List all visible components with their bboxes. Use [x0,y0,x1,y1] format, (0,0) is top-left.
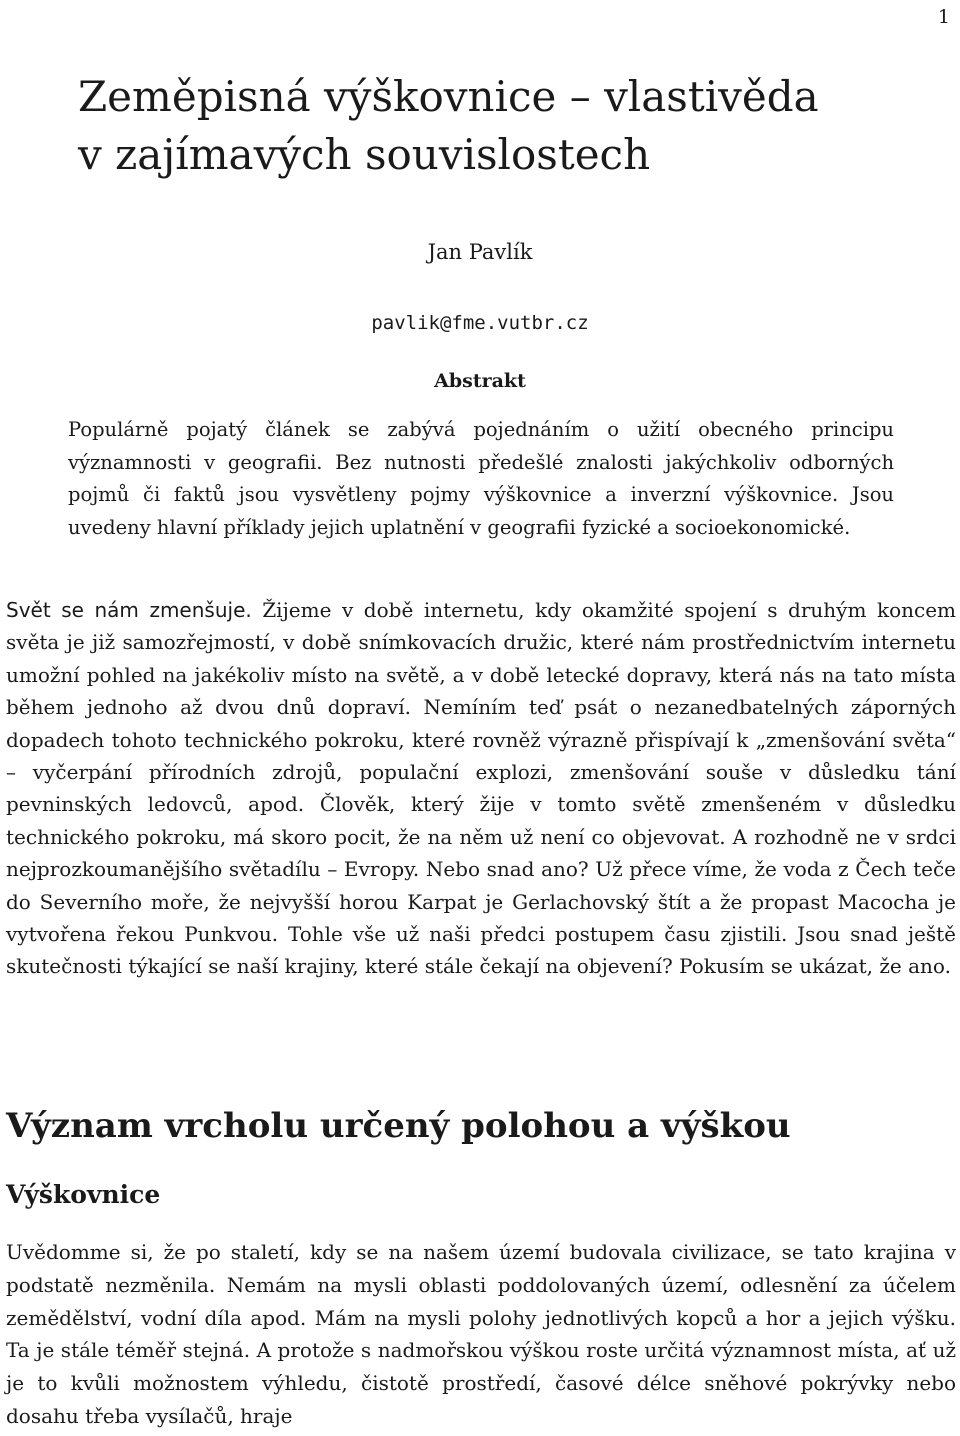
abstract-heading: Abstrakt [434,370,526,392]
intro-text: Žijeme v době internetu, kdy okamžité spojení s druhým koncem světa je již samozřejmostí, v době snímkovacích družic, které nám prostřednictvím internetu umožní pohled na jakékoliv místo na světě, a v době letecké dopravy, která nás na tato místa během jednoho až dvou dnů dopraví. Nemíním teď psát o nezanedbatelných záporných dopadech tohoto technického pokroku, které rovněž výrazně přispívají k „zmenšování světa“ – vyčerpání přírodních zdrojů, populační explozi, zmenšování souše v důsledku tání pevninských ledovců, apod. Člověk, který žije v tomto světě zmenšeném v důsledku technického pokroku, má skoro pocit, že na něm už není co objevovat. A rozhodně ne v srdci nejprozkoumanějšího světadílu – Evropy. Nebo snad ano? Už přece víme, že voda z Čech teče do Severního moře, že nejvyšší horou Karpat je Gerlachovský štít a že propast Macocha je vytvořena řekou Punkvou. Tohle vše už naši předci postupem času zjistili. Jsou snad ještě skutečnosti týkající se naší krajiny, které stále čekají na objevení? Pokusím se ukázat, že ano. [6,598,956,979]
section-heading: Význam vrcholu určený polohou a výškou [6,1106,791,1146]
page-number: 1 [937,6,950,28]
title-line-2: v zajímavých souvislostech [78,130,651,179]
author-email: pavlik@fme.vutbr.cz [371,312,589,334]
section-paragraph: Uvědomme si, že po staletí, kdy se na našem území budovala civilizace, se tato krajina v podstatě nezměnila. Nemám na mysli oblasti poddolovaných území, odlesnění za účelem zemědělství, vodní díla apod. Mám na mysli polohy jednotlivých kopců a hor a jejich výšku. Ta je stále téměř stejná. A protože s nadmořskou výškou roste určitá významnost místa, ať už je to kvůli možnostem výhledu, čistotě prostředí, časové délce sněhové pokrývky nebo dosahu třeba vysílačů, hraje [6,1240,956,1428]
title-line-1: Zeměpisná výškovnice – vlastivěda [78,72,819,121]
abstract-text: Populárně pojatý článek se zabývá pojednáním o užití obecného principu významnosti v geografii. Bez nutnosti předešlé znalosti jakýchkoliv odborných pojmů či faktů jsou vysvětleny pojmy výškovnice a inverzní výškovnice. Jsou uvedeny hlavní příklady jejich uplatnění v geografii fyzické a socioekonomické. [68,418,894,539]
author-name: Jan Pavlík [427,240,533,264]
paper-title [78,68,938,184]
intro-paragraph [6,594,956,983]
intro-runin-heading: Svět se nám zmenšuje. [6,598,252,622]
subsection-heading: Výškovnice [6,1180,161,1209]
